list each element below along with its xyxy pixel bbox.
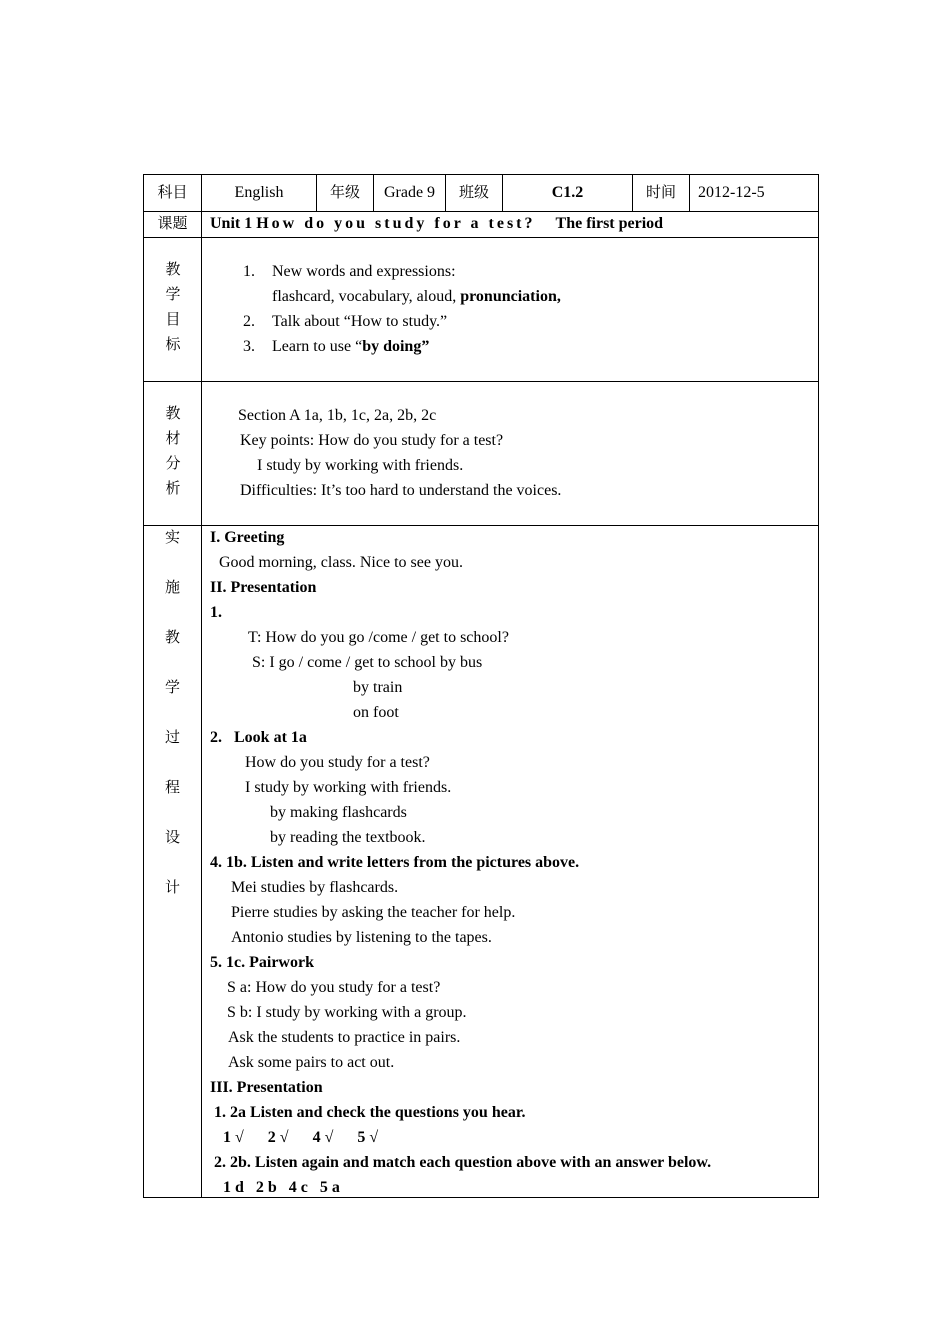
process-line: S: I go / come / get to school by bus: [252, 654, 483, 671]
process-label-char: 过: [164, 728, 180, 746]
label-char: 教: [165, 260, 181, 278]
grade-label: 年级: [329, 183, 360, 201]
row-divider: [144, 237, 818, 238]
lesson-plan-table: [143, 174, 819, 1198]
process-line: T: How do you go /come / get to school?: [248, 629, 509, 646]
process-line: How do you study for a test?: [245, 754, 430, 771]
objective-text-3: [272, 334, 429, 359]
analysis-line: I study by working with friends.: [257, 457, 464, 474]
topic-title: [210, 211, 663, 236]
process-label-char: 设: [164, 828, 180, 846]
process-label-char: 施: [164, 578, 180, 596]
objectives-label: [144, 257, 202, 357]
process-step: 1.: [210, 604, 222, 621]
topic-label: 课题: [157, 214, 188, 232]
objective-text-2: Talk about “How to study.”: [272, 313, 448, 330]
topic-unit: Unit 1: [210, 215, 253, 232]
process-line: Pierre studies by asking the teacher for help.: [231, 904, 516, 921]
process-line: by train: [353, 679, 403, 696]
process-step: 1. 2a Listen and check the questions you hear.: [214, 1104, 526, 1121]
topic-question: How do you study for a test?: [256, 215, 536, 232]
class-label: 班级: [458, 183, 489, 201]
process-line: Mei studies by flashcards.: [231, 879, 399, 896]
objective-word-bold: pronunciation,: [460, 288, 561, 305]
process-line: Ask the students to practice in pairs.: [228, 1029, 461, 1046]
process-label-char: 计: [164, 878, 180, 896]
label-char: 教: [165, 404, 181, 422]
objective-num-2: 2.: [243, 313, 255, 330]
process-line: by reading the textbook.: [270, 829, 426, 846]
row-divider: [144, 381, 818, 382]
label-char: 分: [165, 454, 181, 472]
process-answers: 1 √ 2 √ 4 √ 5 √: [223, 1129, 379, 1146]
subject-value: English: [234, 184, 284, 201]
class-value: C1.2: [551, 184, 584, 201]
process-heading: I. Greeting: [210, 529, 285, 546]
objective-word-list: flashcard, vocabulary, aloud,: [272, 288, 457, 305]
process-label-char: 教: [164, 628, 180, 646]
analysis-line: Key points: How do you study for a test?: [240, 432, 504, 449]
process-label-char: 程: [164, 778, 180, 796]
label-char: 标: [165, 335, 181, 353]
column-divider: [689, 175, 690, 211]
topic-period: The first period: [555, 215, 664, 232]
analysis-line: Difficulties: It’s too hard to understand the voices.: [240, 482, 562, 499]
process-line: on foot: [353, 704, 399, 721]
analysis-line: Section A 1a, 1b, 1c, 2a, 2b, 2c: [238, 407, 437, 424]
analysis-label: [144, 401, 202, 501]
process-answers: 1 d 2 b 4 c 5 a: [223, 1179, 340, 1196]
process-step: 5. 1c. Pairwork: [210, 954, 314, 971]
label-char: 目: [165, 310, 181, 328]
process-line: I study by working with friends.: [245, 779, 452, 796]
time-label: 时间: [645, 183, 676, 201]
process-line: S a: How do you study for a test?: [227, 979, 441, 996]
process-step: 4. 1b. Listen and write letters from the pictures above.: [210, 854, 580, 871]
process-line: S b: I study by working with a group.: [227, 1004, 467, 1021]
process-heading: III. Presentation: [210, 1079, 323, 1096]
objective-text-3-plain: Learn to use “: [272, 338, 363, 355]
time-value: 2012-12-5: [698, 184, 765, 201]
grade-value: Grade 9: [383, 184, 436, 201]
process-step: 2. 2b. Listen again and match each question above with an answer below.: [214, 1154, 712, 1171]
process-step: 2. Look at 1a: [210, 729, 307, 746]
objective-num-1: 1.: [243, 263, 255, 280]
label-char: 学: [165, 285, 181, 303]
process-line: by making flashcards: [270, 804, 407, 821]
process-line: Ask some pairs to act out.: [228, 1054, 395, 1071]
subject-label: 科目: [157, 183, 188, 201]
objective-text-1: New words and expressions:: [272, 263, 456, 280]
objective-text-3-bold: by doing”: [362, 338, 430, 355]
process-line: Antonio studies by listening to the tapes.: [231, 929, 492, 946]
process-label-char: 实: [164, 528, 180, 546]
process-heading: II. Presentation: [210, 579, 317, 596]
objective-num-3: 3.: [243, 338, 255, 355]
label-char: 析: [165, 479, 181, 497]
process-label-char: 学: [164, 678, 180, 696]
label-char: 材: [165, 429, 181, 447]
objective-words: [272, 284, 561, 309]
process-line: Good morning, class. Nice to see you.: [219, 554, 463, 571]
